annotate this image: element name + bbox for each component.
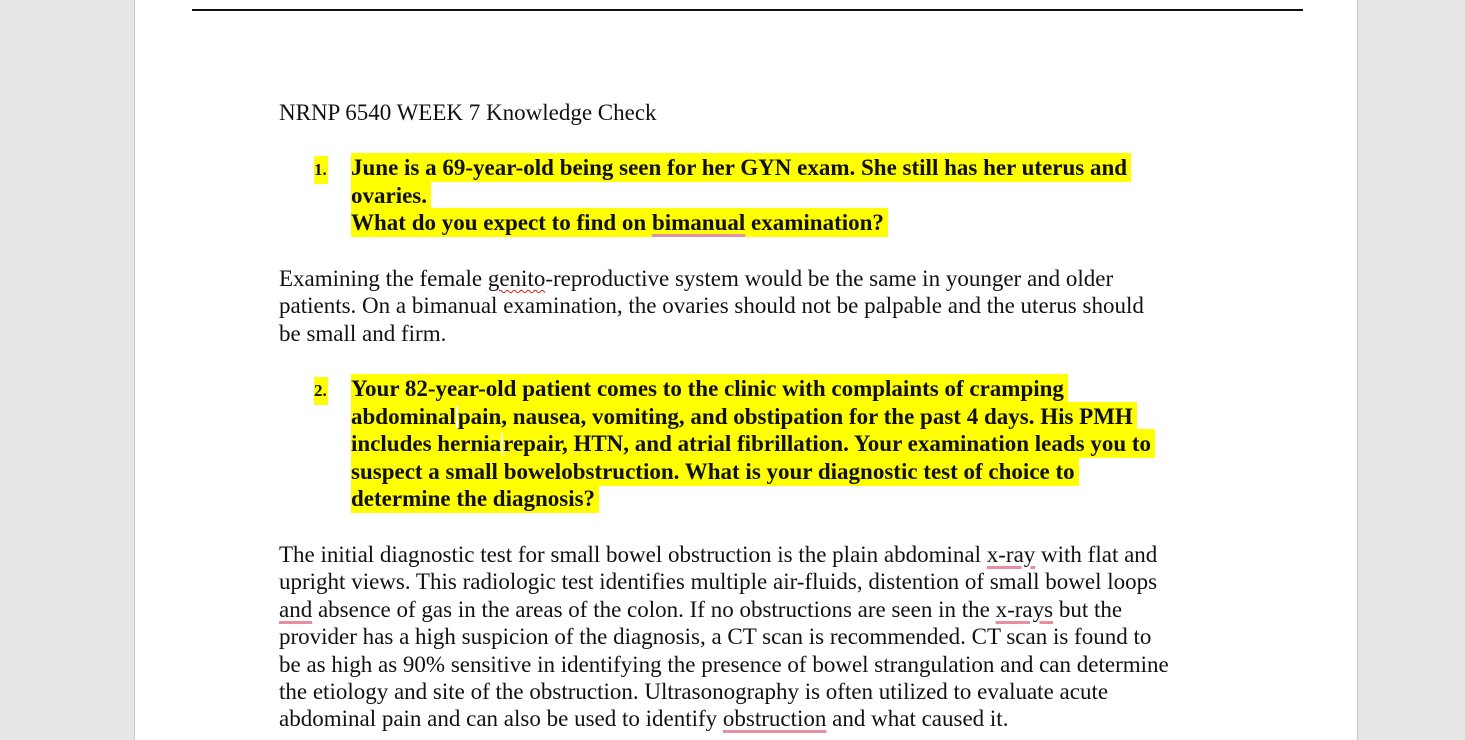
answer-text-line: abdominal pain and can also be used to identify obstruction and what caused it. <box>279 706 1009 732</box>
answer-text-line: and absence of gas in the areas of the colon. If no obstructions are seen in the x-rays but the <box>279 596 1123 622</box>
grammar-flag-word[interactable]: and <box>279 596 313 622</box>
question-text-line: abdominalpain, nausea, vomiting, and obstipation for the past 4 days. His PMH <box>351 402 1137 431</box>
answer-text-line: be as high as 90% sensitive in identifying the presence of bowel strangulation and can determine <box>279 651 1169 677</box>
question-text-line: includes herniarepair, HTN, and atrial fibrillation. Your examination leads you to <box>351 429 1155 458</box>
answer-text-line: provider has a high suspicion of the diagnosis, a CT scan is recommended. CT scan is found to <box>279 624 1152 650</box>
grammar-flag-word[interactable]: x-ray <box>986 542 1036 567</box>
grammar-flag-word[interactable]: obstruction <box>722 706 827 732</box>
answer-text-line: patients. On a bimanual examination, the ovaries should not be palpable and the uterus should <box>279 293 1144 319</box>
answer-text-line: the etiology and site of the obstruction. Ultrasonography is often utilized to evaluate acute <box>279 679 1109 705</box>
question-text-line: Your 82-year-old patient comes to the clinic with complaints of cramping <box>351 374 1068 403</box>
grammar-flag-word[interactable]: x-rays <box>995 596 1054 622</box>
answer-text-line: The initial diagnostic test for small bowel obstruction is the plain abdominal x-ray with flat and <box>279 542 1158 567</box>
question-number: 2. <box>314 377 328 405</box>
answer-text-line: upright views. This radiologic test identifies multiple air-fluids, distention of small bowel loops <box>279 569 1158 595</box>
header-rule-divider <box>192 9 1303 11</box>
answer-text-line: Examining the female genito-reproductive system would be the same in younger and older <box>279 266 1114 291</box>
answer-2-paragraph <box>279 541 1169 733</box>
question-text-line: suspect a small bowelobstruction. What is your diagnostic test of choice to <box>351 457 1079 486</box>
question-number: 1. <box>314 156 328 184</box>
answer-1-paragraph <box>279 265 1144 347</box>
grammar-flag-word[interactable]: bimanual <box>651 210 746 235</box>
spelling-flag-word[interactable]: genito <box>487 266 546 291</box>
question-text-line: What do you expect to find on bimanual examination? <box>351 208 888 237</box>
answer-text-line: be small and firm. <box>279 320 447 346</box>
document-title: NRNP 6540 WEEK 7 Knowledge Check <box>279 100 657 125</box>
document-page[interactable] <box>134 0 1358 740</box>
question-text-line: determine the diagnosis? <box>351 484 599 513</box>
question-text-line: ovaries. <box>351 181 431 210</box>
question-text-line: June is a 69-year-old being seen for her GYN exam. She still has her uterus and <box>351 153 1131 182</box>
